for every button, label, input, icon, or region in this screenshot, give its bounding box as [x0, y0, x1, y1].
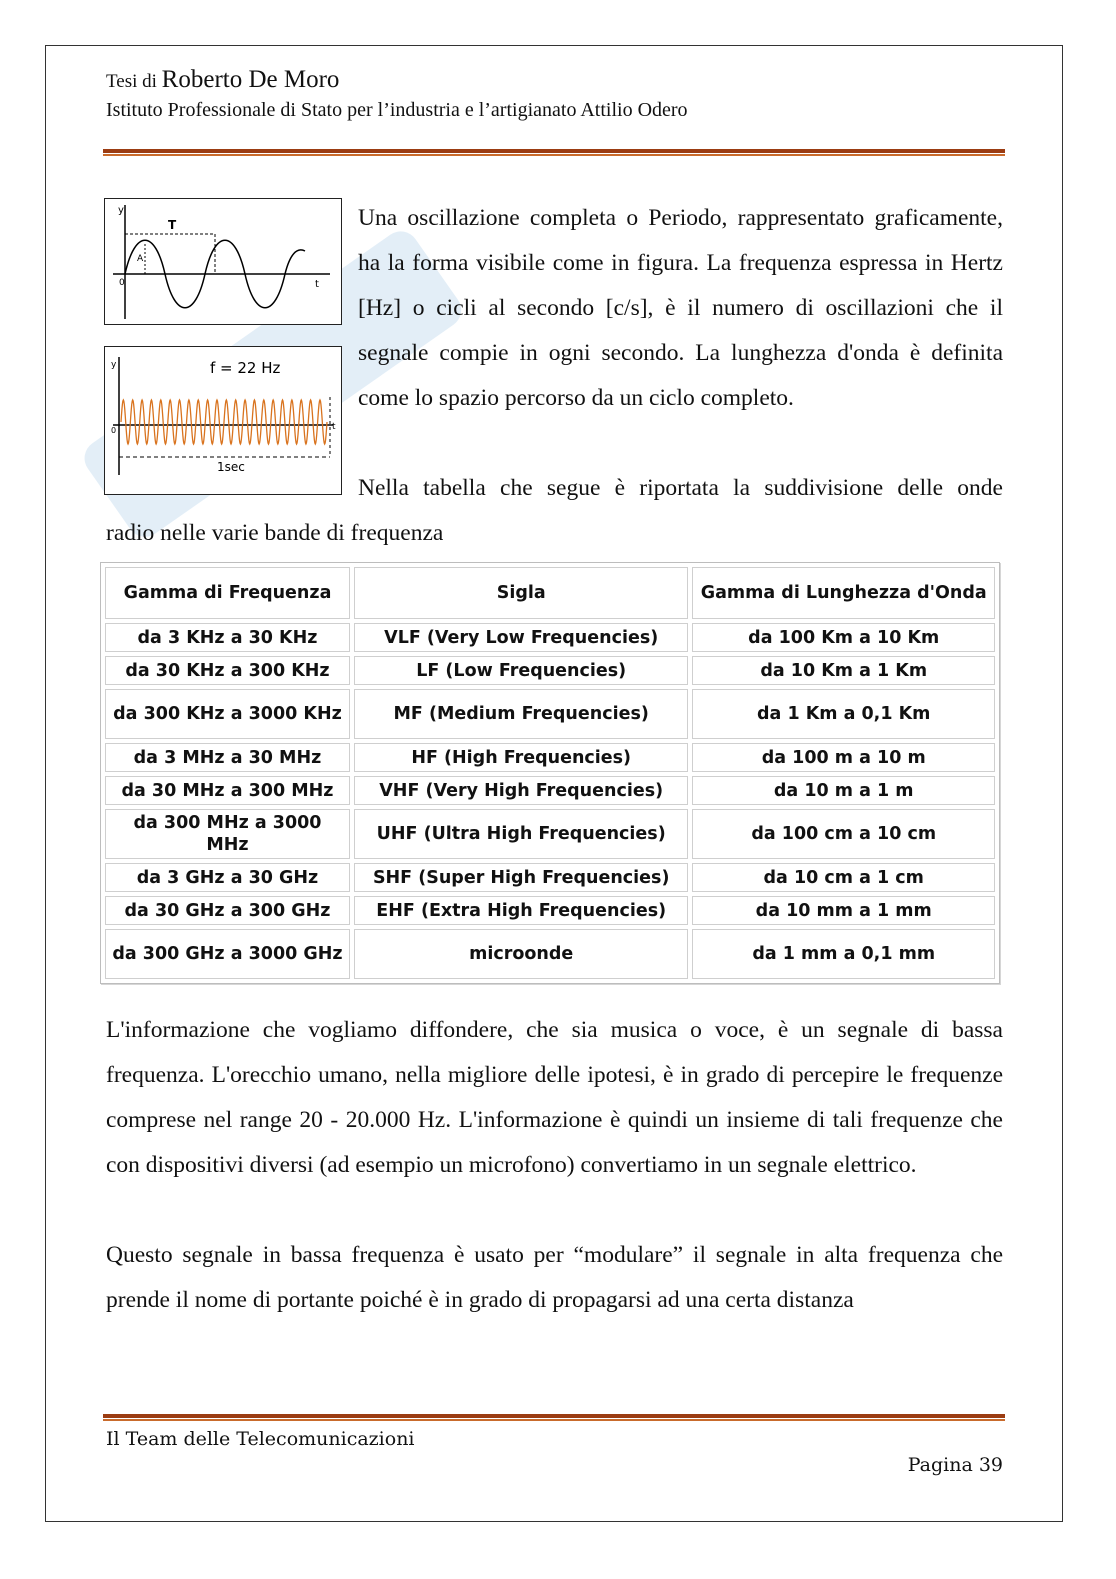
paragraph-table-intro-b: radio nelle varie bande di frequenza: [106, 520, 444, 546]
cell-acronym: MF (Medium Frequencies): [354, 689, 688, 739]
paragraph-information: L'informazione che vogliamo diffondere, che sia musica o voce, è un segnale di bassa frequenza. L'orecchio umano, nella migliore delle ipotesi, è in grado di percepire le frequenze comprese nel range 20 - 20.000 Hz. L'informazione è quindi un insieme di tali frequenze che con dispositivi diversi (ad esempio un microfono) convertiamo in un segnale elettrico.: [106, 1017, 1003, 1178]
cell-frequency: da 300 MHz a 3000 MHz: [105, 809, 350, 859]
cell-frequency: da 30 GHz a 300 GHz: [105, 896, 350, 925]
header-author-line: [106, 66, 1006, 96]
cell-wavelength: da 10 Km a 1 Km: [692, 656, 995, 685]
page-number: Pagina 39: [907, 1454, 1003, 1476]
frequency-wave: [121, 400, 327, 444]
table-row: [105, 896, 995, 925]
frequency-graph: [105, 347, 341, 494]
frequency-origin: 0: [111, 426, 117, 435]
cell-acronym: HF (High Frequencies): [354, 743, 688, 772]
frequency-axis-t: t: [332, 422, 336, 432]
cell-frequency: da 3 GHz a 30 GHz: [105, 863, 350, 892]
cell-acronym: microonde: [354, 929, 688, 979]
footer-team: Il Team delle Telecomunicazioni: [106, 1428, 415, 1450]
cell-wavelength: da 100 cm a 10 cm: [692, 809, 995, 859]
period-origin: 0: [119, 278, 125, 288]
cell-acronym: EHF (Extra High Frequencies): [354, 896, 688, 925]
amplitude-label: A: [137, 254, 144, 264]
table-row: [105, 929, 995, 979]
table-row: [105, 809, 995, 859]
table-row: [105, 623, 995, 652]
table-header-row: [105, 567, 995, 619]
time-label: 1sec: [217, 460, 245, 474]
cell-frequency: da 30 MHz a 300 MHz: [105, 776, 350, 805]
period-label: T: [168, 218, 177, 232]
cell-acronym: VHF (Very High Frequencies): [354, 776, 688, 805]
page-header: [106, 66, 1006, 124]
footer-rule: [103, 1414, 1005, 1421]
cell-wavelength: da 10 m a 1 m: [692, 776, 995, 805]
header-acronym: Sigla: [354, 567, 688, 619]
cell-frequency: da 3 KHz a 30 KHz: [105, 623, 350, 652]
period-axis-t: t: [315, 279, 319, 290]
cell-acronym: LF (Low Frequencies): [354, 656, 688, 685]
header-rule: [103, 149, 1005, 156]
cell-acronym: UHF (Ultra High Frequencies): [354, 809, 688, 859]
cell-wavelength: da 100 m a 10 m: [692, 743, 995, 772]
period-graph: [105, 199, 341, 324]
header-wavelength-range: Gamma di Lunghezza d'Onda: [692, 567, 995, 619]
frequency-bands-table: [100, 562, 1000, 984]
frequency-figure: [104, 346, 342, 495]
table-row: [105, 776, 995, 805]
frequency-axis-y: y: [111, 360, 117, 370]
cell-frequency: da 300 GHz a 3000 GHz: [105, 929, 350, 979]
paragraph-intro: Una oscillazione completa o Periodo, rappresentato graficamente, ha la forma visibile come in figura. La frequenza espressa in Hertz [Hz] o cicli al secondo [c/s], è il numero di oscillazioni che il segnale compie in ogni secondo. La lunghezza d'onda è definita come lo spazio percorso da un ciclo completo.: [358, 205, 1003, 411]
cell-wavelength: da 1 mm a 0,1 mm: [692, 929, 995, 979]
period-figure: [104, 198, 342, 325]
table-row: [105, 743, 995, 772]
paragraph-table-intro-a: Nella tabella che segue è riportata la suddivisione delle onde: [358, 475, 1003, 501]
cell-wavelength: da 1 Km a 0,1 Km: [692, 689, 995, 739]
cell-frequency: da 3 MHz a 30 MHz: [105, 743, 350, 772]
cell-wavelength: da 10 mm a 1 mm: [692, 896, 995, 925]
cell-frequency: da 30 KHz a 300 KHz: [105, 656, 350, 685]
cell-wavelength: da 10 cm a 1 cm: [692, 863, 995, 892]
table-row: [105, 689, 995, 739]
cell-frequency: da 300 KHz a 3000 KHz: [105, 689, 350, 739]
table-row: [105, 863, 995, 892]
frequency-label: f = 22 Hz: [210, 359, 281, 377]
table-row: [105, 656, 995, 685]
header-frequency-range: Gamma di Frequenza: [105, 567, 350, 619]
paragraph-modulation: Questo segnale in bassa frequenza è usato per “modulare” il segnale in alta frequenza che prende il nome di portante poiché è in grado di propagarsi ad una certa distanza: [106, 1242, 1003, 1313]
cell-wavelength: da 100 Km a 10 Km: [692, 623, 995, 652]
cell-acronym: SHF (Super High Frequencies): [354, 863, 688, 892]
period-axis-y: y: [118, 205, 124, 216]
header-institute: Istituto Professionale di Stato per l’industria e l’artigianato Attilio Odero: [106, 99, 688, 121]
cell-acronym: VLF (Very Low Frequencies): [354, 623, 688, 652]
header-prefix: Tesi di: [106, 71, 162, 92]
header-author: Roberto De Moro: [161, 66, 340, 93]
